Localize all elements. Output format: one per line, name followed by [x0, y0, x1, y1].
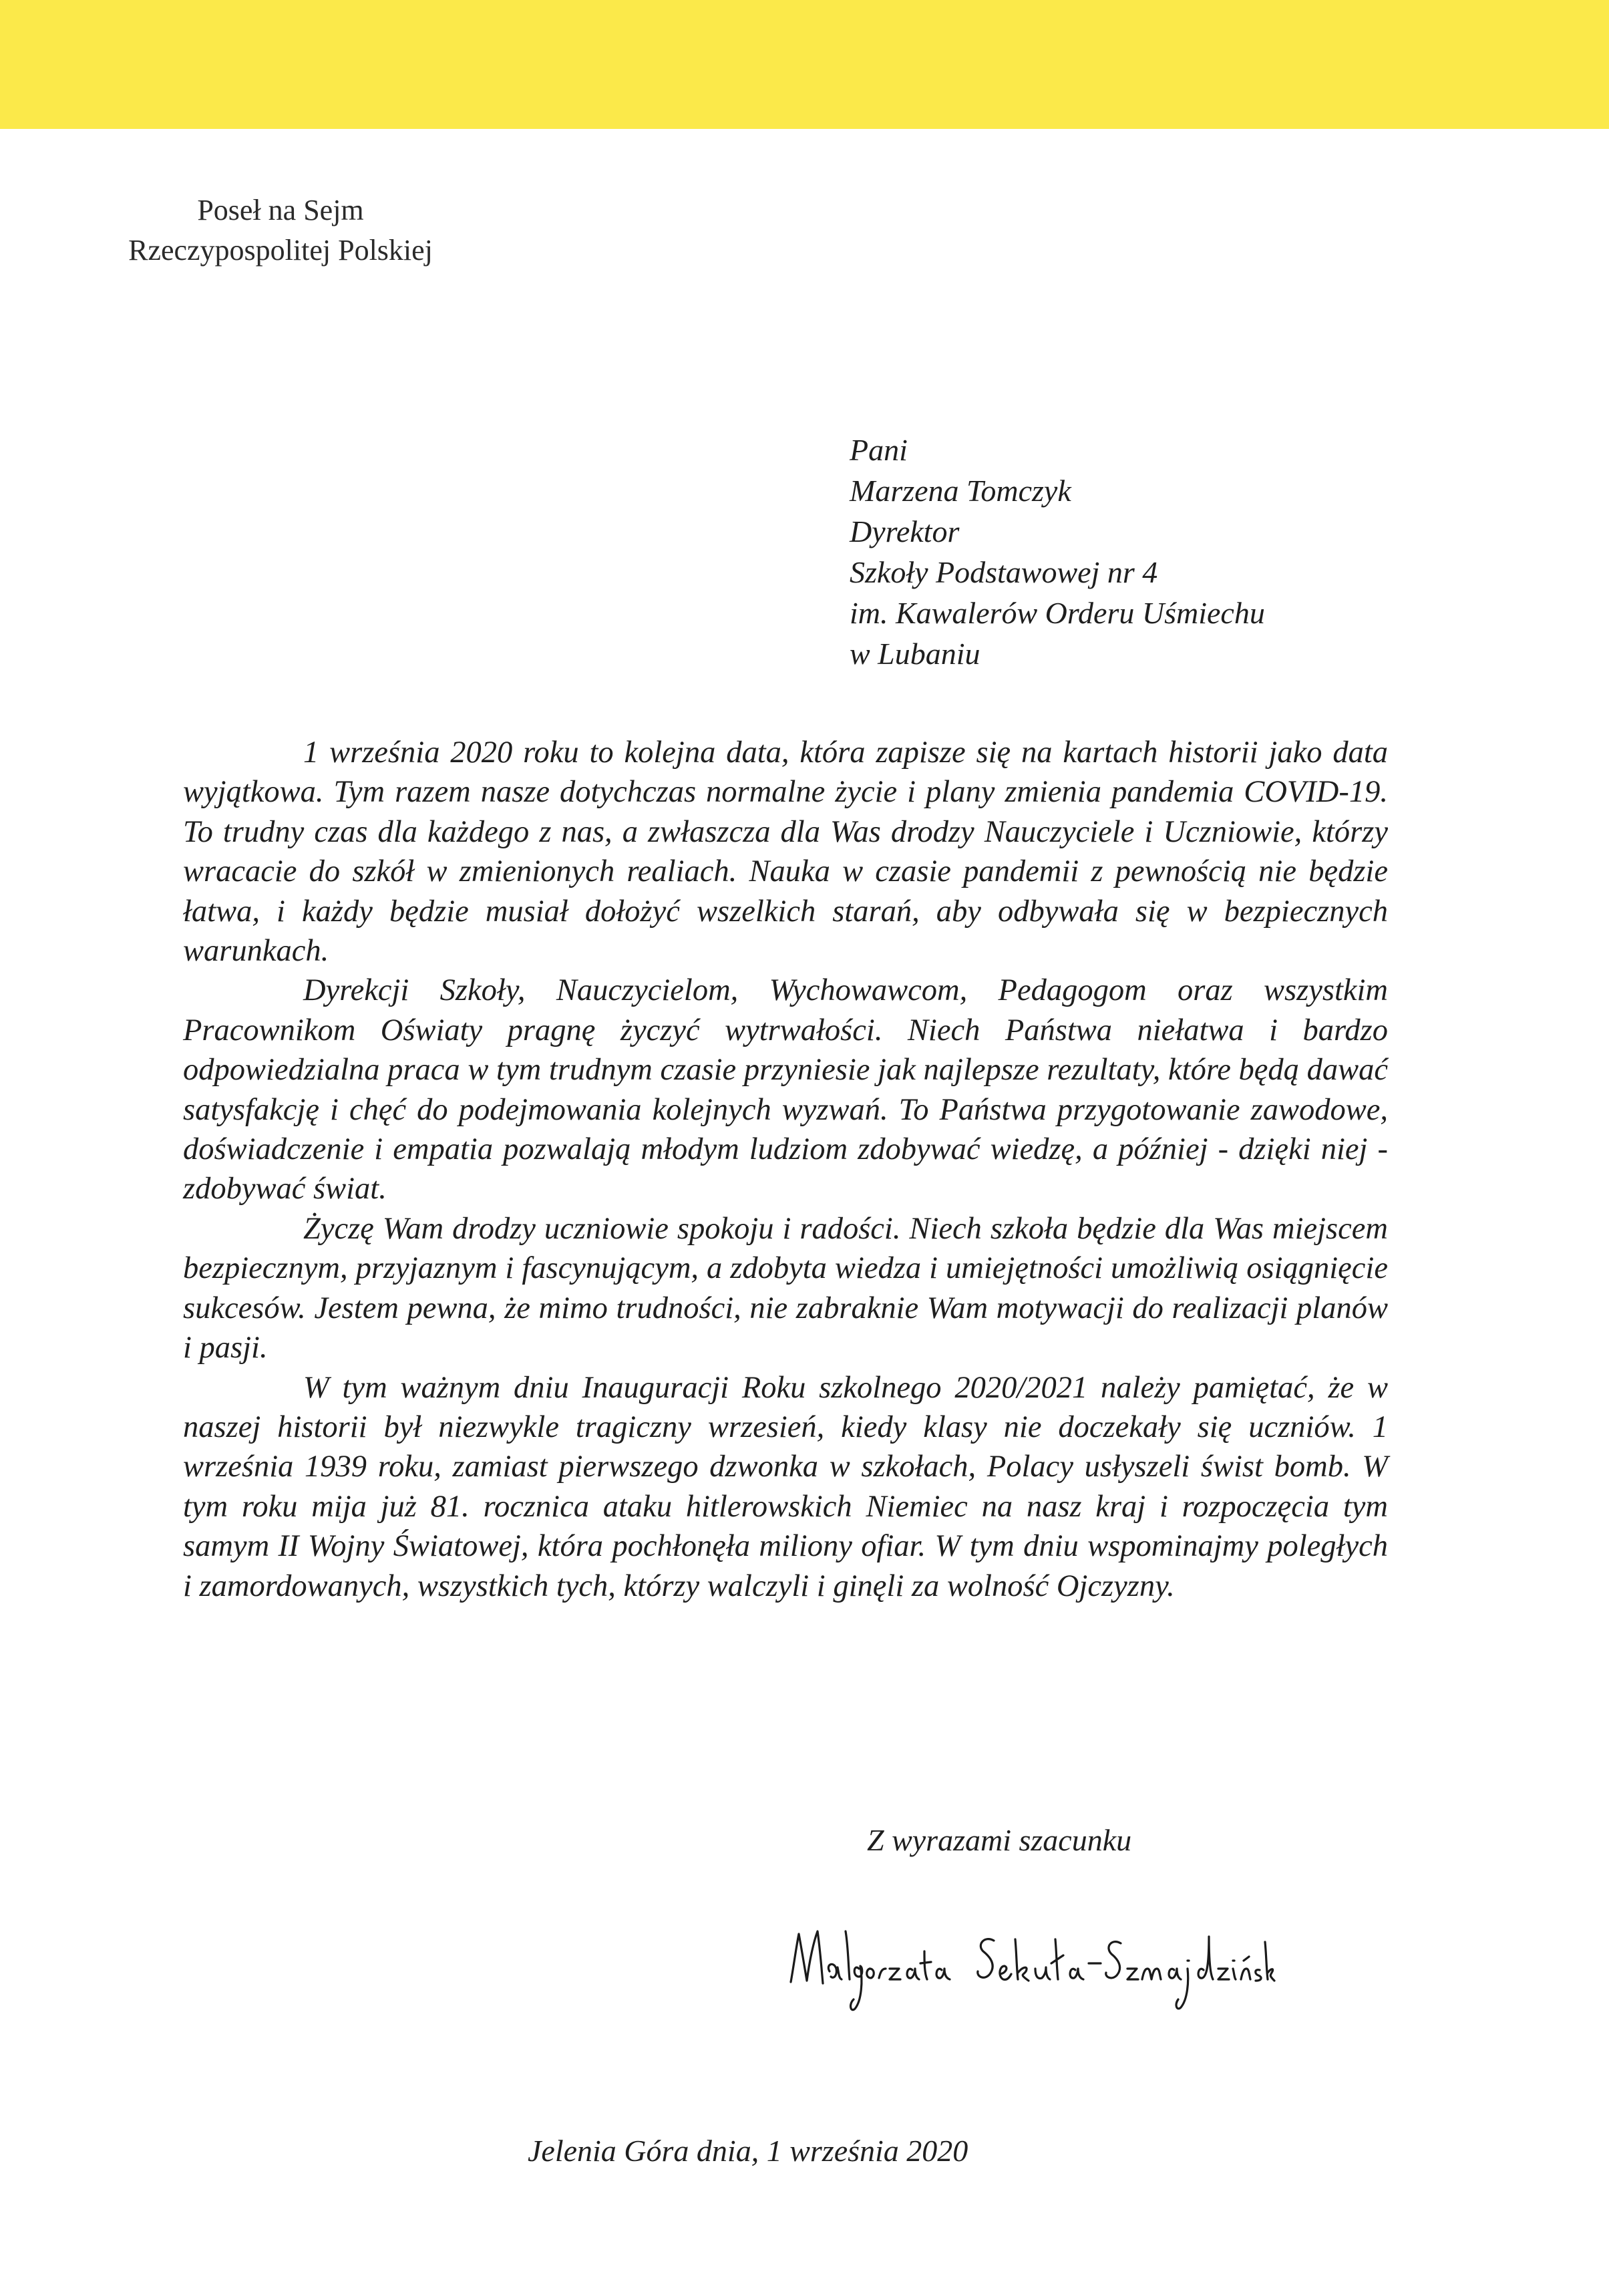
recipient-city: w Lubaniu [850, 637, 980, 671]
recipient-position: Dyrektor [850, 514, 960, 548]
recipient-school-patron: im. Kawalerów Orderu Uśmiechu [850, 596, 1265, 630]
sender-title: Poseł na Sejm [197, 194, 364, 226]
sender-block [0, 190, 561, 271]
letter-paragraph: W tym ważnym dniu Inauguracji Roku szkolnego 2020/2021 należy pamiętać, że w naszej historii był niezwykle tragiczny wrzesień, kiedy klasy nie doczekały się uczniów. 1 września 1939 roku, zamiast pierwszego dzwonka w szkołach, Polacy usłyszeli świst bomb. W tym roku mija już 81. rocznica ataku hitlerowskich Niemiec na nasz kraj i rozpoczęcia tym samym II Wojny Światowej, która pochłonęła miliony ofiar. W tym dniu wspominajmy poległych i zamordowanych, wszystkich tych, którzy walczyli i ginęli za wolność Ojczyzny. [183, 1370, 1388, 1603]
recipient-salutation: Pani [850, 433, 908, 467]
sender-institution: Rzeczypospolitej Polskiej [128, 234, 433, 267]
letter-body [183, 733, 1388, 1606]
place-and-date: Jelenia Góra dnia, 1 września 2020 [528, 2134, 968, 2168]
recipient-name: Marzena Tomczyk [850, 474, 1071, 508]
letter-paragraph: Dyrekcji Szkoły, Nauczycielom, Wychowawcom, Pedagogom oraz wszystkim Pracownikom Oświaty pragnę życzyć wytrwałości. Niech Państwa niełatwa i bardzo odpowiedzialna praca w tym trudnym czasie przyniesie jak najlepsze rezultaty, które będą dawać satysfakcję i chęć do podejmowania kolejnych wyzwań. To Państwa przygotowanie zawodowe, doświadczenie i empatia pozwalają młodym ludziom zdobywać wiedzę, a później - dzięki niej - zdobywać świat. [183, 973, 1388, 1206]
closing-phrase: Z wyrazami szacunku [867, 1823, 1132, 1857]
recipient-address [850, 430, 1265, 674]
letter-paragraph: 1 września 2020 roku to kolejna data, która zapisze się na kartach historii jako data wyjątkowa. Tym razem nasze dotychczas normalne życie i plany zmienia pandemia COVID-19. To trudny czas dla każdego z nas, a zwłaszcza dla Was drodzy Nauczyciele i Uczniowie, którzy wracacie do szkół w zmienionych realiach. Nauka w czasie pandemii z pewnością nie będzie łatwa, i każdy będzie musiał dołożyć wszelkich starań, aby odbywała się w bezpiecznych warunkach. [183, 735, 1388, 969]
letter-paragraph: Życzę Wam drodzy uczniowie spokoju i radości. Niech szkoła będzie dla Was miejscem bezpiecznym, przyjaznym i fascynującym, a zdobyta wiedza i umiejętności umożliwią osiągnięcie sukcesów. Jestem pewna, że mimo trudności, nie zabraknie Wam motywacji do realizacji planów i pasji. [183, 1211, 1388, 1365]
yellow-header-band [0, 0, 1609, 129]
handwritten-signature [781, 1907, 1276, 2021]
recipient-school: Szkoły Podstawowej nr 4 [850, 555, 1158, 589]
